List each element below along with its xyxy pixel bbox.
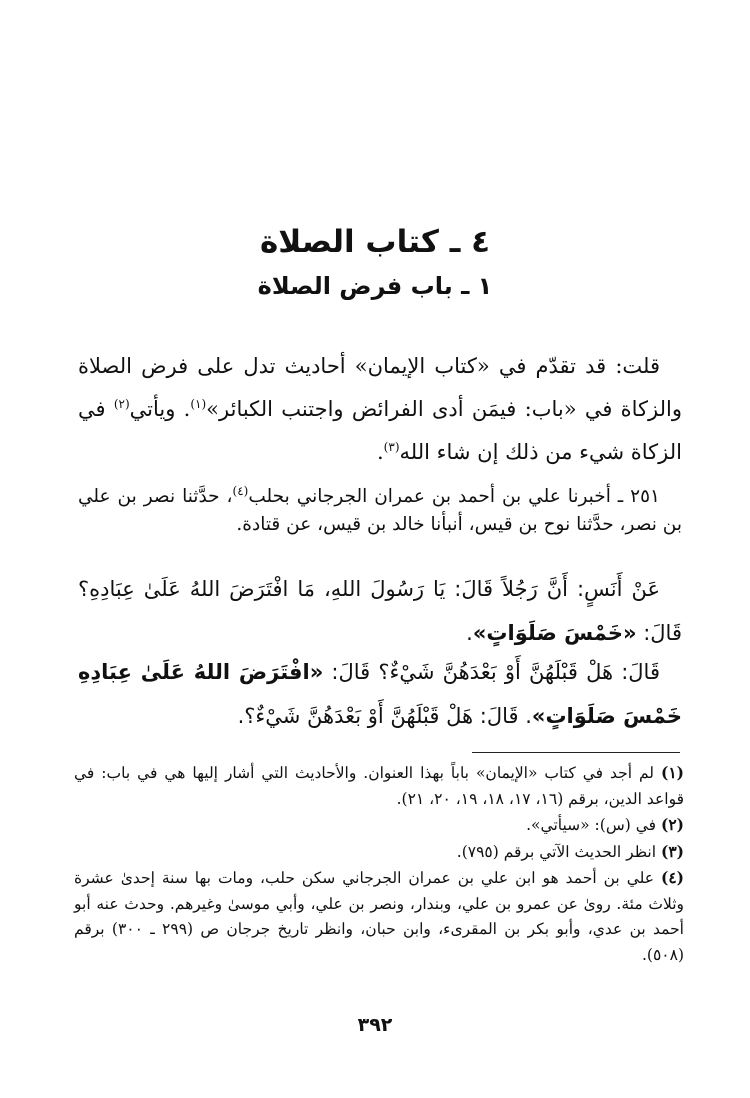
footnote-number: (٤): [660, 868, 684, 887]
hadith-matn-2: [78, 650, 682, 738]
footnote-2: [74, 812, 684, 839]
footnote-ref-1[interactable]: (١): [190, 397, 207, 411]
footnote-number: (٢): [660, 815, 684, 834]
intro-text: . ويأتي: [129, 397, 191, 421]
matn-prophet-saying: «افْتَرَضَ اللهُ عَلَىٰ عِبَادِهِ خَمْسَ صَلَوَاتٍ»: [78, 660, 682, 728]
footnote-text: علي بن أحمد هو ابن علي بن عمران الجرجاني سكن حلب، ومات بها سنة إحدىٰ عشرة وثلاث مئة. روىٰ عن عمرو بن علي، وبندار، ونصر بن علي، وأبي موسىٰ وغيرهم. وحدث عنه أبو أحمد بن عدي، وأبو بكر بن المقرىء، وابن حبان، وانظر تاريخ جرجان ص (٢٩٩ ـ ٣٠٠) برقم (٥٠٨).: [74, 869, 684, 964]
footnote-number: (٣): [660, 841, 684, 861]
footnote-number: (١): [660, 763, 684, 782]
section-title: ١ ـ باب فرض الصلاة: [257, 272, 493, 300]
footnote-ref-4[interactable]: (٤): [232, 483, 249, 498]
matn-text: عَنْ أَنَسٍ: أَنَّ رَجُلاً قَالَ: يَا رَسُولَ اللهِ، مَا افْتَرَضَ اللهُ عَلَىٰ عِبَادِهِ؟ قَالَ:: [78, 577, 682, 645]
intro-text: قلت: قد تقدّم في «كتاب الإيمان» أحاديث تدل على فرض الصلاة والزكاة في «باب: فيمَن أدى الفرائض واجتنب الكبائر»: [78, 354, 682, 421]
page-number: ٣٩٢: [357, 1014, 393, 1036]
matn-text: . قَالَ: هَلْ قَبْلَهُنَّ أَوْ بَعْدَهُنَّ شَيْءٌ؟.: [237, 704, 532, 728]
footnote-text: انظر الحديث الآتي برقم (٧٩٥).: [456, 842, 661, 861]
matn-text: قَالَ: هَلْ قَبْلَهُنَّ أَوْ بَعْدَهُنَّ شَيْءٌ؟ قَالَ:: [323, 660, 660, 684]
matn-prophet-saying: «خَمْسَ صَلَوَاتٍ»: [472, 621, 637, 645]
footnotes: [74, 760, 684, 968]
hadith-matn-1: [78, 567, 682, 655]
hadith-text: ٢٥١ ـ أخبرنا علي بن أحمد بن عمران الجرجاني بحلب: [248, 486, 660, 507]
footnote-text: في (س): «سيأتي».: [526, 816, 661, 834]
matn-text: .: [466, 621, 473, 645]
intro-text: في الزكاة شيء من ذلك إن شاء الله: [78, 397, 682, 464]
footnote-ref-2[interactable]: (٢): [113, 397, 130, 411]
hadith-isnad: [78, 483, 682, 539]
intro-text: .: [376, 440, 384, 464]
footnote-ref-3[interactable]: (٣): [383, 440, 400, 454]
chapter-title: ٤ ـ كتاب الصلاة: [259, 224, 491, 260]
hadith-text: ، حدَّثنا نصر بن علي بن نصر، حدَّثنا نوح بن قيس، أنبأنا خالد بن قيس، عن قتادة.: [78, 486, 682, 535]
footnote-divider: [472, 752, 680, 753]
footnote-3: [74, 839, 684, 866]
footnote-4: [74, 865, 684, 968]
footnote-1: [74, 760, 684, 812]
intro-paragraph: [78, 345, 682, 474]
footnote-text: لم أجد في كتاب «الإيمان» باباً بهذا العنوان. والأحاديث التي أشار إليها هي في باب: في قواعد الدين، برقم (١٦، ١٧، ١٨، ١٩، ٢٠، ٢١).: [74, 764, 684, 808]
